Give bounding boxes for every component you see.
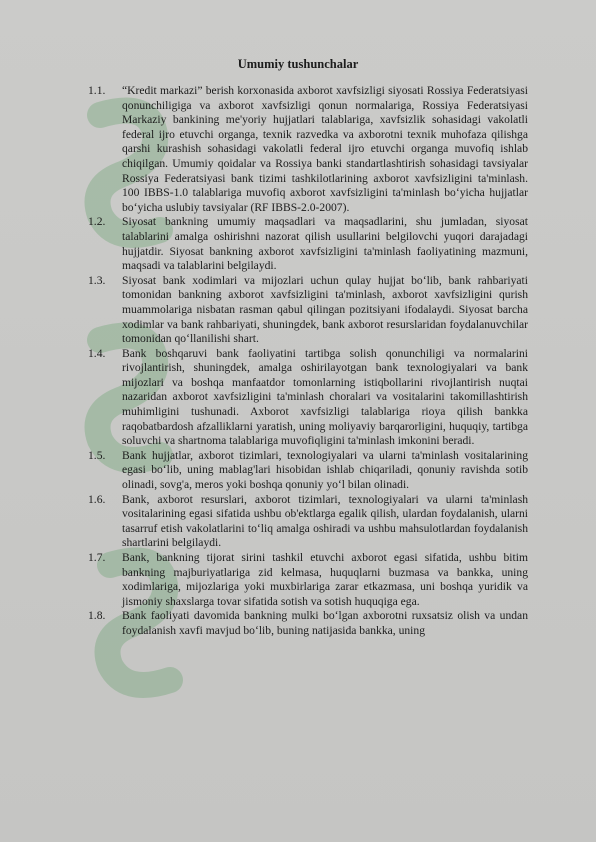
item-number: 1.8. bbox=[88, 609, 106, 623]
list-item bbox=[88, 551, 528, 609]
list-item bbox=[88, 609, 528, 638]
item-text: Bank, axborot resurslari, axborot tizimlari, texnologiyalari va ularni ta'minlash vositalarining egasi sifatida ushbu ob'ektlarga egalik qilish, ulardan foydalanish, ularni tasarruf etish vakolatlarini to‘liq amalga oshiradi va ushbu mahsulotlardan foydalanish shartlarini belgilaydi. bbox=[122, 492, 528, 550]
item-text: Bank faoliyati davomida bankning mulki bo‘lgan axborotni ruxsatsiz olish va undan foydalanish xavfi mavjud bo‘lib, buning natijasida bankka, uning bbox=[122, 609, 528, 637]
item-number: 1.5. bbox=[88, 448, 106, 462]
list-item bbox=[88, 215, 528, 273]
list-item bbox=[88, 449, 528, 493]
item-text: Bank, bankning tijorat sirini tashkil etuvchi axborot egasi sifatida, ushbu bitim bankning majburiyatlariga zid kelmasa, huquqlarni buzmasa va bankka, uning xodimlariga, mijozlariga yoki muxbirlariga zarar etkazmasa, uni boshqa yuridik va jismoniy shaxslarga tovar sifatida sotish va sotish huquqiga ega. bbox=[122, 551, 528, 608]
item-text: “Kredit markazi” berish korxonasida axborot xavfsizligi siyosati Rossiya Federatsiyasi qonunchiligiga va axborot xavfsizligi qonun normalariga, Rossiya Federatsiyasi Markaziy bankining me'yoriy hujjatlari talablariga, xavfsizlik sohasidagi vakolatli federal ijro etuvchi organga, texnik razvedka va axborotni texnik muhofaza qilishga qarshi kurashish sohasidagi vakolatli federal ijro etuvchi organga muvofiq ishlab chiqilgan. Umumiy qoidalar va Rossiya banki standartlashtirish sohasidagi tavsiyalar Rossiya Federatsiyasi bank tizimi tashkilotlarining axborot xavfsizligini ta'minlash. 100 IBBS-1.0 talablariga muvofiq axborot xavfsizligini ta'minlash bo‘yicha hujjatlar bo‘yicha uslubiy tavsiyalar (RF IBBS-2.0-2007). bbox=[122, 84, 528, 214]
item-number: 1.2. bbox=[88, 215, 106, 229]
item-number: 1.6. bbox=[88, 492, 106, 506]
list-item bbox=[88, 84, 528, 215]
list-item bbox=[88, 347, 528, 449]
item-text: Siyosat bankning umumiy maqsadlari va maqsadlarini, shu jumladan, siyosat talablarini amalga oshirishni nazorat qilish usullarini belgilovchi yuqori darajadagi hujjatdir. Siyosat bankning axborot xavfsizligini ta'minlash faoliyatining mazmuni, maqsadi va talablarini belgilaydi. bbox=[122, 215, 528, 273]
page-title: Umumiy tushunchalar bbox=[237, 57, 359, 71]
item-number: 1.7. bbox=[88, 551, 106, 564]
item-text: Siyosat bank xodimlari va mijozlari uchun qulay hujjat bo‘lib, bank rahbariyati tomonidan bankning axborot xavfsizligini ta'minlash, axborot xavfsizligini qurish muammolariga nisbatan rasman qabul qilingan pozitsiyani ifodalaydi. Siyosat barcha xodimlar va bank rahbariyati, shuningdek, bank axborot resurslaridan foydalanuvchilar tomonidan qo‘llanilishi shart. bbox=[122, 273, 528, 346]
item-text: Bank hujjatlar, axborot tizimlari, texnologiyalari va ularni ta'minlash vositalarining egasi bo‘lib, uning mablag'lari hisobidan ishlab chiqariladi, qonuniy ravishda sotib olinadi, sovg'a, meros yoki boshqa qonuniy yo‘l bilan olinadi. bbox=[122, 448, 528, 492]
item-number: 1.1. bbox=[88, 84, 106, 97]
list-item bbox=[88, 493, 528, 551]
item-number: 1.4. bbox=[88, 346, 106, 360]
list-item bbox=[88, 274, 528, 347]
item-text: Bank boshqaruvi bank faoliyatini tartibga solish qonunchiligi va normalarini rivojlantirish, shuningdek, amalga oshirilayotgan bank texnologiyalari va bank mijozlari va boshqa manfaatdor tomonlarning istiqbollarini rivojlantirish nuqtai nazaridan axborot xavfsizligini ta'minlash choralari va vositalarini takomillashtirish muhimligini tushunadi. Axborot xavfsizligi talablariga rioya qilish bankka raqobatbardosh afzalliklarni yaratish, uning moliyaviy barqarorligini, huquqiy, tartibga soluvchi va shartnoma talablariga muvofiqligini ta'minlash imkonini beradi. bbox=[122, 346, 528, 448]
numbered-list bbox=[88, 84, 528, 639]
item-number: 1.3. bbox=[88, 273, 106, 287]
